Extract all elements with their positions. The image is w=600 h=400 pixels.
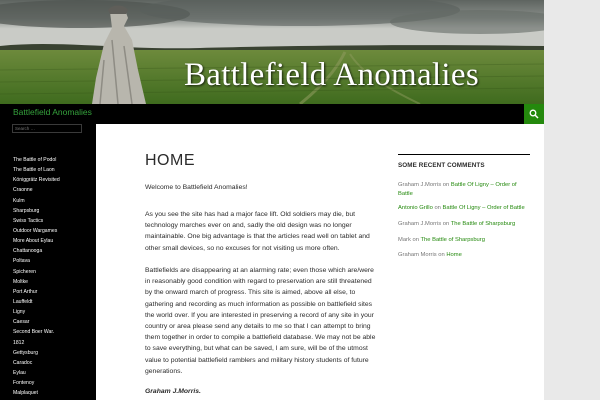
- page-title: HOME: [145, 152, 195, 169]
- sidebar-item-link[interactable]: Eylau: [13, 369, 26, 376]
- recent-comment: [398, 181, 530, 199]
- page-margin: [544, 0, 600, 400]
- site-title-link[interactable]: Battlefield Anomalies: [13, 107, 92, 117]
- sidebar-search-input[interactable]: [12, 124, 82, 133]
- sidebar-item-link[interactable]: Fontenoy: [13, 380, 35, 387]
- sidebar-item-link[interactable]: Second Boer War.: [13, 329, 55, 336]
- comment-post-link[interactable]: The Battle of Sharpsburg: [420, 237, 485, 243]
- banner-title: Battlefield Anomalies: [184, 57, 479, 93]
- comment-on-word: on: [434, 205, 441, 211]
- comment-post-link[interactable]: Battle Of Ligny – Order of Battle: [442, 205, 525, 211]
- sidebar-item-link[interactable]: Malplaquet: [13, 390, 38, 397]
- comment-author: Graham J.Morris: [398, 182, 442, 188]
- comment-author-link[interactable]: Antonio Grillo: [398, 205, 433, 211]
- recent-comments-widget: [398, 154, 530, 258]
- widget-title: SOME RECENT COMMENTS: [398, 154, 530, 174]
- recent-comment: [398, 220, 530, 229]
- recent-comment: [398, 236, 530, 245]
- body-paragraph: Battlefields are disappearing at an alarming rate; even those which are/were in reasonably good condition with regard to preservation are still threatened by the onward march of progress. This site is aimed, above all else, to gathering and recording as much information as possible on battlefield sites the world over. If you are interested in preserving a record of any site in your country or area please send any details to me so that I can attempt to bring them together in order to compile a battlefield database. We may not be able to save everything, but what can be saved, I am sure, will be of the utmost value to potential battlefield ramblers and military history students of future generations.: [145, 267, 376, 375]
- search-icon: [529, 109, 539, 119]
- header-banner[interactable]: [0, 0, 544, 104]
- comment-author: Graham Morris: [398, 252, 437, 258]
- sidebar-item-link[interactable]: More About Eylau: [13, 238, 54, 245]
- sidebar-item-link[interactable]: Chattanooga: [13, 248, 43, 255]
- sidebar-item-link[interactable]: Kulm: [13, 197, 25, 204]
- sidebar-item-link[interactable]: Königgrätz Revisited: [13, 177, 60, 184]
- sidebar-item-link[interactable]: Swiss Tactics: [13, 217, 44, 224]
- sidebar-item-link[interactable]: 1812: [13, 339, 25, 346]
- comment-author: Mark: [398, 237, 411, 243]
- comment-author: Graham J.Morris: [398, 221, 442, 227]
- sidebar-item-link[interactable]: Caradoc: [13, 359, 33, 366]
- sidebar-item-link[interactable]: Caesar: [13, 319, 30, 326]
- sidebar-item-link[interactable]: The Battle of Laon: [13, 167, 55, 174]
- recent-posts-list: [13, 155, 60, 398]
- intro-paragraph: Welcome to Battlefield Anomalies!: [145, 184, 248, 191]
- recent-comment: [398, 251, 530, 260]
- comment-on-word: on: [442, 182, 450, 188]
- sidebar-item-link[interactable]: Sharpsburg: [13, 207, 40, 214]
- body-paragraph: As you see the site has had a major face lift. Old soldiers may die, but technology marches ever on and, sadly the old design was no longer maintainable. One big advantage is that the articles read well on tablet and other small devices, so no excuses for not visiting us more often.: [145, 211, 370, 252]
- comment-post-link[interactable]: The Battle of Sharpsburg: [450, 221, 516, 227]
- sidebar-item-link[interactable]: Gettysburg: [13, 349, 38, 356]
- sidebar-item-link[interactable]: The Battle of Podol: [13, 157, 57, 163]
- left-sidebar: [0, 124, 96, 400]
- sidebar-item-link[interactable]: Moltke: [13, 278, 29, 285]
- sidebar-item-link[interactable]: Lauffeldt: [13, 298, 33, 305]
- sidebar-item-link[interactable]: Craonne: [13, 187, 33, 194]
- comment-on-word: on: [438, 252, 445, 258]
- sidebar-item-link[interactable]: Outdoor Wargames: [13, 227, 58, 234]
- comment-on-word: on: [442, 221, 450, 227]
- sidebar-item-link[interactable]: Poltava: [13, 258, 30, 265]
- search-toggle-button[interactable]: [524, 104, 544, 124]
- main-content: [145, 152, 377, 395]
- sidebar-item-link[interactable]: Port Arthur: [13, 288, 38, 295]
- recent-comment: [398, 204, 530, 213]
- comment-on-word: on: [412, 237, 419, 243]
- comment-post-link[interactable]: Battle Of Ligny – Order of Battle: [398, 182, 517, 197]
- author-signature: Graham J.Morris.: [145, 388, 201, 395]
- sidebar-item-link[interactable]: Ligny: [13, 309, 26, 316]
- top-navbar: [0, 104, 544, 124]
- comment-post-link[interactable]: Home: [446, 252, 462, 258]
- sidebar-item-link[interactable]: Spicheren: [13, 268, 36, 275]
